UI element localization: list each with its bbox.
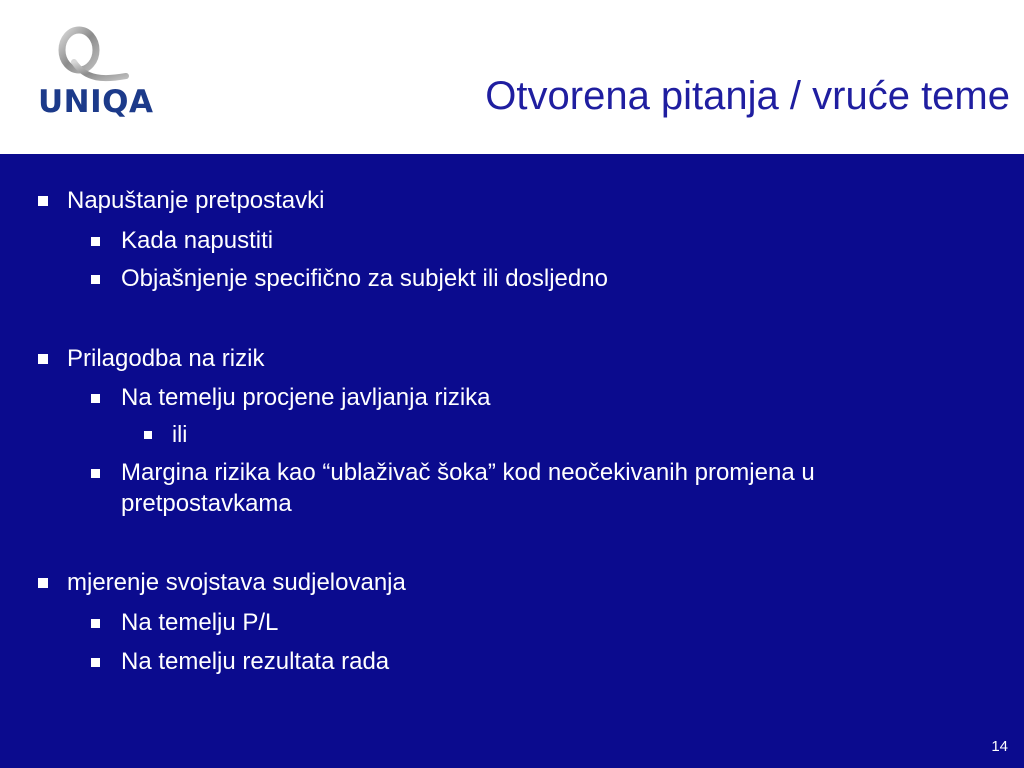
square-bullet-icon [91,469,100,478]
bullet-text: mjerenje svojstava sudjelovanja [67,569,406,596]
uniqa-logo-mark-icon [52,26,130,86]
logo-text: UNIQA [38,84,154,120]
bullet-item [121,263,981,294]
bullet-item [121,457,971,519]
bullet-item [67,343,967,374]
bullet-text: Na temelju P/L [121,609,279,636]
square-bullet-icon [91,658,100,667]
bullet-item [121,607,981,638]
bullet-item [121,646,981,677]
square-bullet-icon [38,578,48,588]
square-bullet-icon [91,394,100,403]
bullet-item [67,567,967,598]
bullet-text: ili [172,421,188,447]
bullet-item [121,382,981,413]
square-bullet-icon [91,275,100,284]
slide-header [0,0,1024,154]
square-bullet-icon [144,431,152,439]
slide-content [0,154,1024,768]
bullet-item [121,225,981,256]
square-bullet-icon [91,619,100,628]
square-bullet-icon [91,237,100,246]
bullet-item [172,419,972,450]
bullet-text: Objašnjenje specifično za subjekt ili dosljedno [121,265,608,292]
square-bullet-icon [38,196,48,206]
bullet-text: Na temelju procjene javljanja rizika [121,384,491,411]
page-number: 14 [991,738,1008,755]
bullet-text: Prilagodba na rizik [67,345,265,372]
bullet-text: Kada napustiti [121,227,274,254]
bullet-item [67,185,967,216]
bullet-text: Napuštanje pretpostavki [67,187,325,214]
slide-title: Otvorena pitanja / vruće teme [485,74,1010,118]
bullet-text: Na temelju rezultata rada [121,648,390,675]
bullet-text: Margina rizika kao “ublaživač šoka” kod neočekivanih promjena u pretpostavkama [121,459,815,517]
uniqa-logo [30,26,154,122]
square-bullet-icon [38,354,48,364]
